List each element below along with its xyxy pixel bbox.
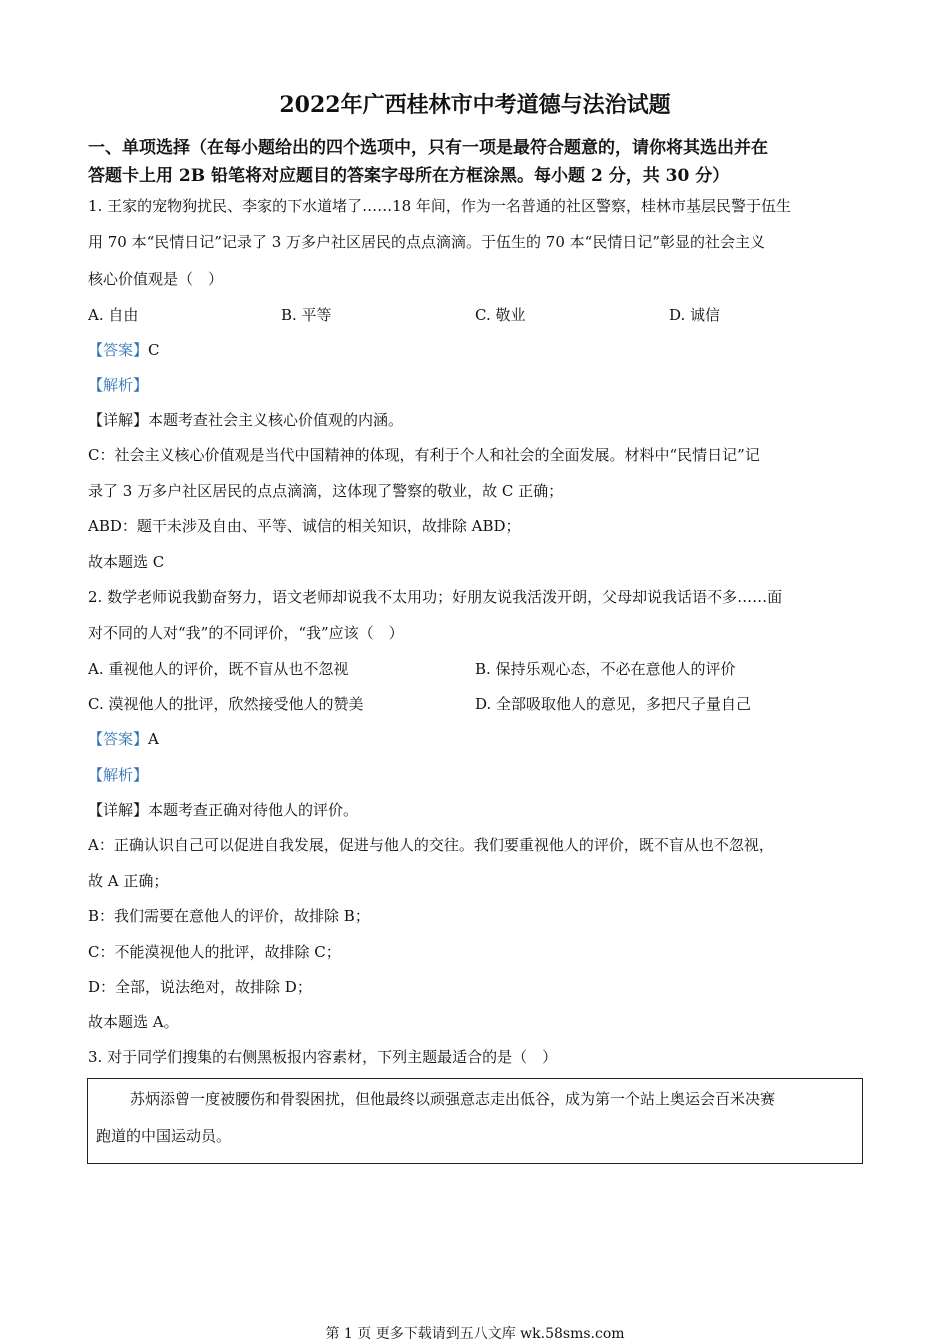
q2-option-a: A. 重视他人的评价，既不盲从也不忽视 [88,660,349,678]
section-heading [88,134,863,190]
answer-label: 【答案】 [88,341,149,359]
section-heading-line: 答题卡上用 2B 铅笔将对应题目的答案字母所在方框涂黑。每小题 2 分，共 30 分） [88,166,730,186]
q3-stem: 3. 对于同学们搜集的右侧黑板报内容素材，下列主题最适合的是（ ） [88,1048,558,1066]
detail-label: 【详解】 [88,411,149,429]
page-footer: 第 1 页 更多下载请到五八文库 wk.58sms.com [325,1326,625,1342]
detail-text: 本题考查正确对待他人的评价。 [148,801,359,819]
q1-option-d: D. 诚信 [669,306,721,324]
q1-conclusion: 故本题选 C [88,553,165,571]
q2-stem-line: 2. 数学老师说我勤奋努力，语文老师却说我不太用功；好朋友说我活泼开朗，父母却说我话语不多……面 [88,588,783,606]
q2-conclusion: 故本题选 A。 [88,1013,179,1031]
q2-option-b: B. 保持乐观心态，不必在意他人的评价 [475,660,736,678]
q2-explanation-line: C：不能漠视他人的批评，故排除 C； [88,943,341,961]
q2-explanation-line: D：全部，说法绝对，故排除 D； [88,978,312,996]
q2-explanation-line: B：我们需要在意他人的评价，故排除 B； [88,907,370,925]
q2-explanation-line: A：正确认识自己可以促进自我发展，促进与他人的交往。我们要重视他人的评价，既不盲从也不忽视， [88,836,774,854]
q2-answer [88,730,863,749]
q1-option-a: A. 自由 [88,306,139,324]
detail-text: 本题考查社会主义核心价值观的内涵。 [148,411,404,429]
q1-explanation-line: ABD：题干未涉及自由、平等、诚信的相关知识，故排除 ABD； [88,517,521,535]
material-box-line: 跑道的中国运动员。 [96,1127,232,1145]
q2-detail [88,801,863,820]
answer-value: A [148,730,159,748]
q2-explanation-line: 故 A 正确； [88,872,169,890]
q2-option-d: D. 全部吸取他人的意见，多把尺子量自己 [475,695,752,713]
q2-stem-line: 对不同的人对“我”的不同评价，“我”应该（ ） [88,624,404,642]
q1-option-c: C. 敬业 [475,306,526,324]
q1-stem-line: 1. 王家的宠物狗扰民、李家的下水道堵了……18 年间，作为一名普通的社区警察，桂林市基层民警于伍生 [88,197,791,215]
q1-option-b: B. 平等 [281,306,332,324]
page-title: 2022年广西桂林市中考道德与法治试题 [279,92,671,118]
q1-explanation-line: 录了 3 万多户社区居民的点点滴滴，这体现了警察的敬业，故 C 正确； [88,482,564,500]
detail-label: 【详解】 [88,801,149,819]
section-heading-line: 一、单项选择（在每小题给出的四个选项中，只有一项是最符合题意的，请你将其选出并在 [88,138,768,158]
material-box-line: 苏炳添曾一度被腰伤和骨裂困扰，但他最终以顽强意志走出低谷，成为第一个站上奥运会百米决赛 [130,1090,776,1108]
q2-option-c: C. 漠视他人的批评，欣然接受他人的赞美 [88,695,364,713]
q2-analysis-label: 【解析】 [88,766,149,784]
q1-stem-line: 用 70 本“民情日记”记录了 3 万多户社区居民的点点滴滴。于伍生的 70 本“民情日记”彰显的社会主义 [88,233,766,251]
q1-stem-line: 核心价值观是（ ） [88,270,224,288]
q1-analysis-label: 【解析】 [88,376,149,394]
q1-explanation-line: C：社会主义核心价值观是当代中国精神的体现，有利于个人和社会的全面发展。材料中“民情日记”记 [88,446,760,464]
q1-detail [88,411,863,430]
answer-label: 【答案】 [88,730,149,748]
answer-value: C [148,341,160,359]
q1-answer [88,341,863,360]
